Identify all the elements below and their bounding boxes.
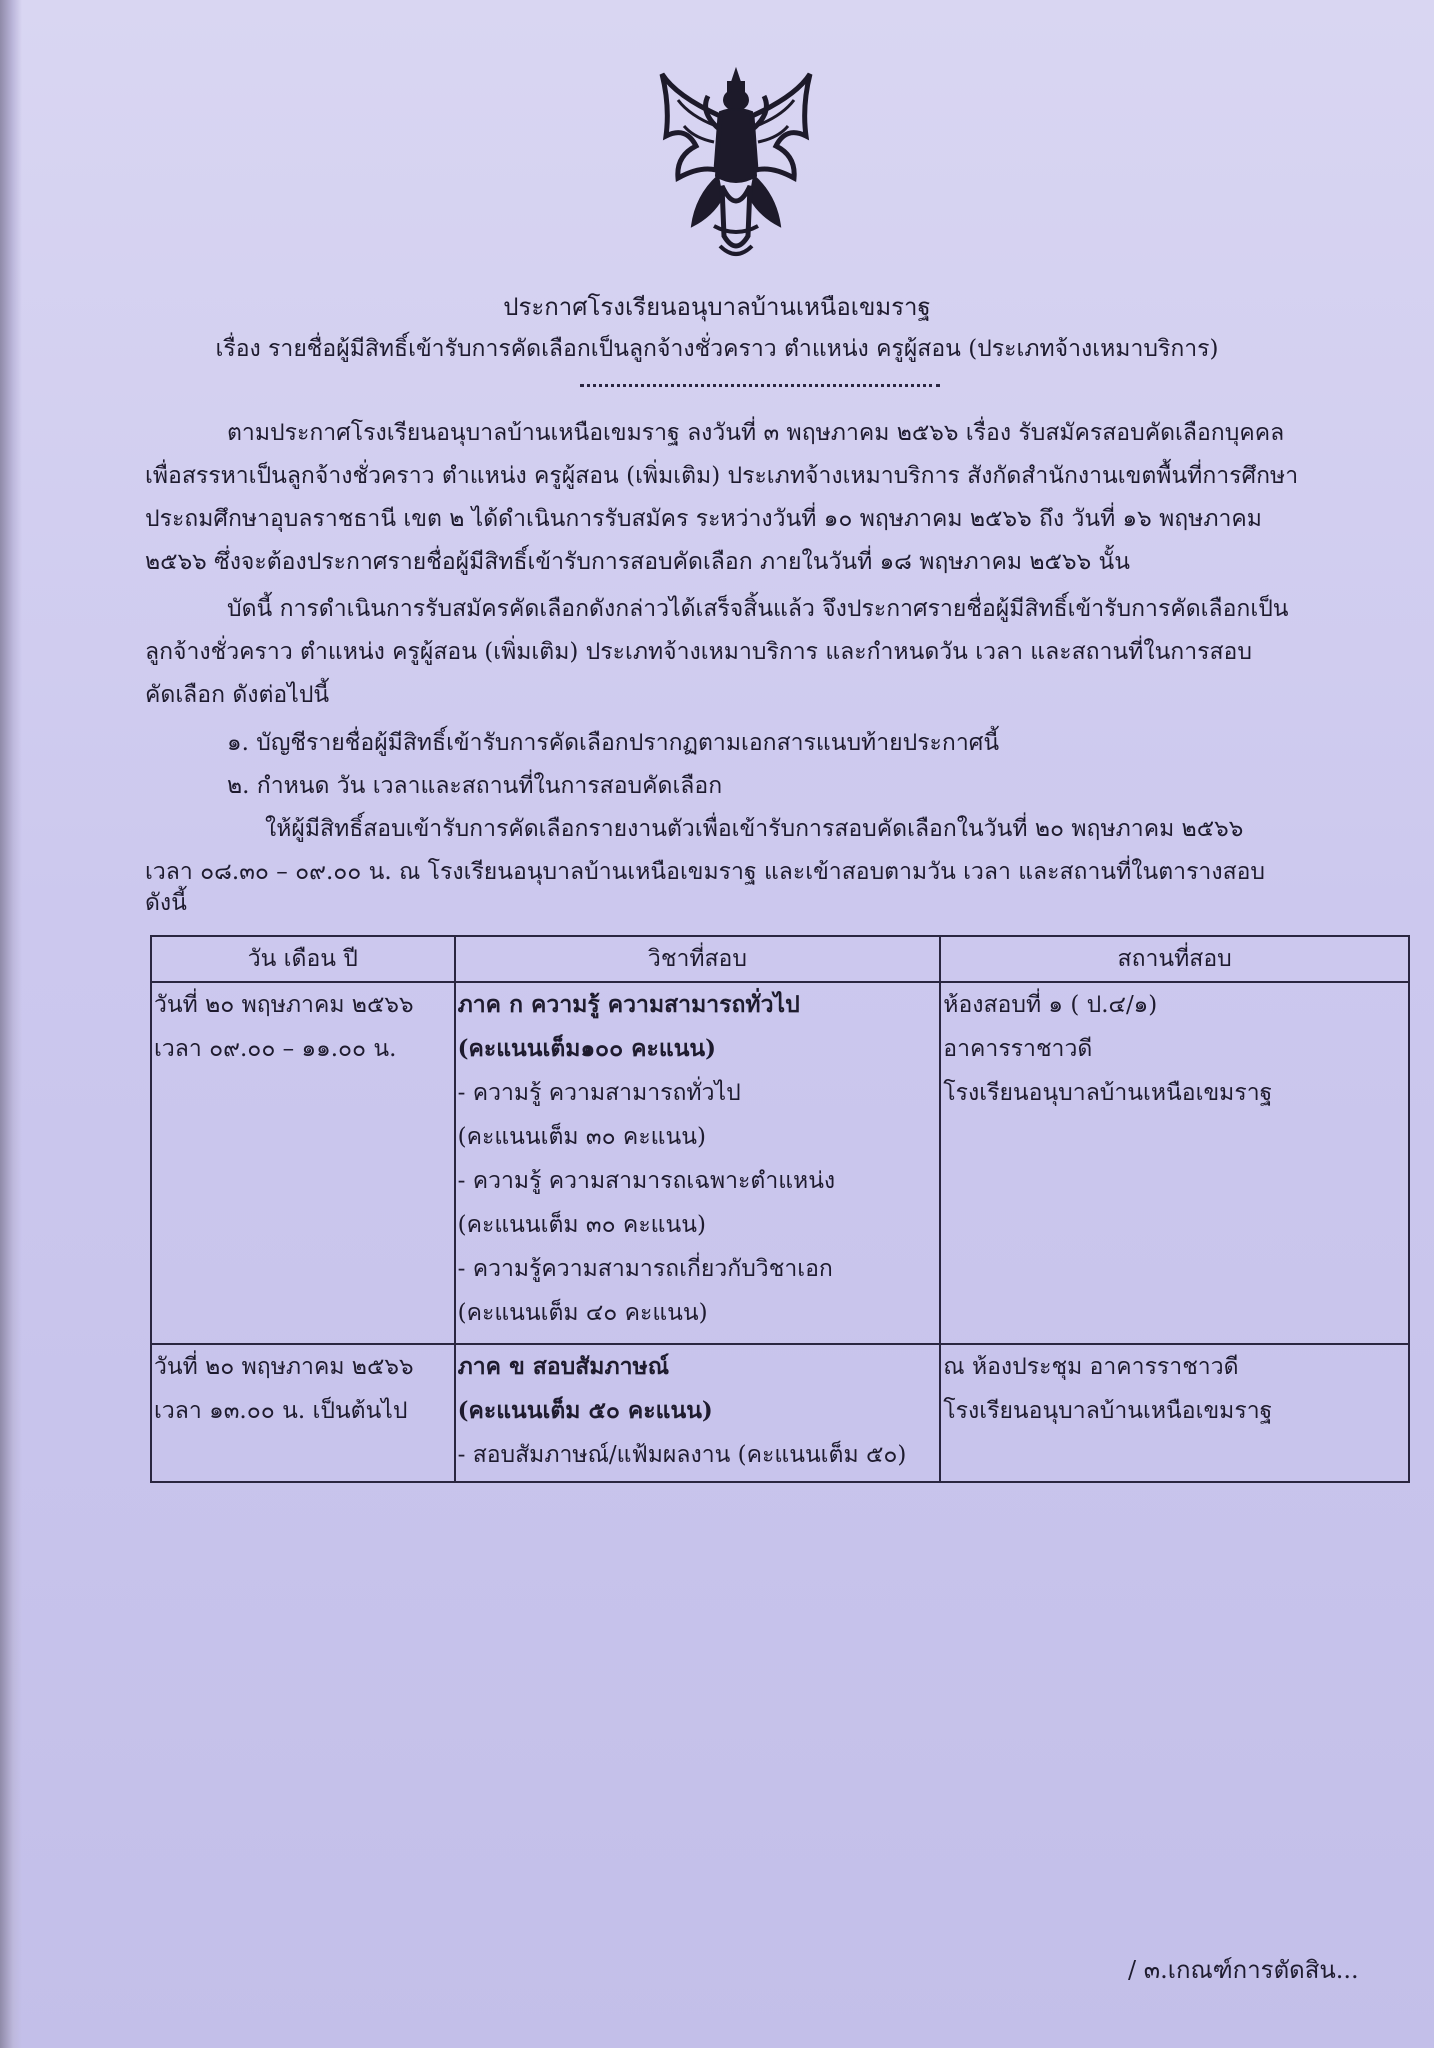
table-header-row	[151, 936, 1409, 982]
column-header-subject: วิชาที่สอบ	[455, 936, 941, 982]
subject-cell	[455, 1344, 941, 1482]
subject-item: (คะแนนเต็ม ๓๐ คะแนน)	[457, 1124, 706, 1150]
date-line: วันที่ ๒๐ พฤษภาคม ๒๕๖๖	[154, 992, 414, 1018]
place-line: โรงเรียนอนุบาลบ้านเหนือเขมราฐ	[943, 1080, 1273, 1106]
subject-heading: ภาค ก ความรู้ ความสามารถทั่วไป	[457, 991, 800, 1018]
subject-total-score: (คะแนนเต็ม ๕๐ คะแนน)	[457, 1397, 713, 1424]
time-line: เวลา ๑๓.๐๐ น. เป็นต้นไป	[154, 1398, 408, 1424]
column-header-place: สถานที่สอบ	[940, 936, 1409, 982]
subject-item: (คะแนนเต็ม ๓๐ คะแนน)	[457, 1212, 706, 1238]
time-line: เวลา ๐๙.๐๐ – ๑๑.๐๐ น.	[154, 1036, 397, 1062]
paragraph-line: เพื่อสรรหาเป็นลูกจ้างชั่วคราว ตำแหน่ง ครูผู้สอน (เพิ่มเติม) ประเภทจ้างเหมาบริการ สังกัดสำนักงานเขตพื้นที่การศึกษา	[145, 463, 1299, 489]
paragraph-3	[145, 808, 1375, 925]
garuda-emblem-icon	[656, 66, 816, 266]
paragraph-line: ประถมศึกษาอุบลราชธานี เขต ๒ ได้ดำเนินการรับสมัคร ระหว่างวันที่ ๑๐ พฤษภาคม ๒๕๖๖ ถึง วันที่ ๑๖ พฤษภาคม	[145, 506, 1262, 532]
table-row	[151, 982, 1409, 1344]
column-header-date: วัน เดือน ปี	[151, 936, 455, 982]
separator-dots	[580, 384, 940, 387]
date-cell	[151, 982, 455, 1344]
list-item: ๑. บัญชีรายชื่อผู้มีสิทธิ์เข้ารับการคัดเลือกปรากฏตามเอกสารแนบท้ายประกาศนี้	[227, 730, 1000, 756]
paragraph-line: บัดนี้ การดำเนินการรับสมัครคัดเลือกดังกล่าวได้เสร็จสิ้นแล้ว จึงประกาศรายชื่อผู้มีสิทธิ์เข้ารับการคัดเลือกเป็น	[227, 596, 1289, 622]
announcement-title: ประกาศโรงเรียนอนุบาลบ้านเหนือเขมราฐ	[503, 293, 931, 321]
place-line: ณ ห้องประชุม อาคารราชาวดี	[943, 1354, 1239, 1380]
subject-item: - ความรู้ ความสามารถทั่วไป	[457, 1080, 741, 1106]
date-cell	[151, 1344, 455, 1482]
continuation-note: / ๓.เกณฑ์การตัดสิน...	[1128, 1956, 1359, 1984]
paragraph-line: ตามประกาศโรงเรียนอนุบาลบ้านเหนือเขมราฐ ลงวันที่ ๓ พฤษภาคม ๒๕๖๖ เรื่อง รับสมัครสอบคัดเลือกบุคคล	[227, 420, 1285, 446]
table-row	[151, 1344, 1409, 1482]
place-cell	[940, 1344, 1409, 1482]
list-item: ๒. กำหนด วัน เวลาและสถานที่ในการสอบคัดเลือก	[227, 773, 723, 799]
announcement-subject: เรื่อง รายชื่อผู้มีสิทธิ์เข้ารับการคัดเลือกเป็นลูกจ้างชั่วคราว ตำแหน่ง ครูผู้สอน (ประเภทจ้างเหมาบริการ)	[215, 336, 1219, 362]
place-line: โรงเรียนอนุบาลบ้านเหนือเขมราฐ	[943, 1398, 1273, 1424]
place-line: ห้องสอบที่ ๑ ( ป.๔/๑)	[943, 992, 1158, 1018]
paragraph-1	[145, 412, 1375, 584]
place-cell	[940, 982, 1409, 1344]
paragraph-line: ลูกจ้างชั่วคราว ตำแหน่ง ครูผู้สอน (เพิ่มเติม) ประเภทจ้างเหมาบริการ และกำหนดวัน เวลา และสถานที่ในการสอบ	[145, 639, 1252, 665]
exam-schedule-table	[150, 935, 1410, 1483]
paragraph-line: ให้ผู้มีสิทธิ์สอบเข้ารับการคัดเลือกรายงานตัวเพื่อเข้ารับการสอบคัดเลือกในวันที่ ๒๐ พฤษภาคม ๒๕๖๖	[265, 816, 1244, 842]
paragraph-line: คัดเลือก ดังต่อไปนี้	[145, 682, 330, 708]
subject-item: - ความรู้ความสามารถเกี่ยวกับวิชาเอก	[457, 1256, 833, 1282]
subject-item: (คะแนนเต็ม ๔๐ คะแนน)	[457, 1300, 708, 1326]
subject-total-score: (คะแนนเต็ม๑๐๐ คะแนน)	[457, 1035, 717, 1062]
item-list	[145, 722, 1375, 808]
paragraph-line: เวลา ๐๘.๓๐ – ๐๙.๐๐ น. ณ โรงเรียนอนุบาลบ้านเหนือเขมราฐ และเข้าสอบตามวัน เวลา และสถานที่ในตารางสอบ	[145, 859, 1266, 885]
place-line: อาคารราชาวดี	[943, 1036, 1093, 1062]
subject-heading: ภาค ข สอบสัมภาษณ์	[457, 1353, 670, 1380]
subject-cell	[455, 982, 941, 1344]
paragraph-line: ดังนี้	[145, 890, 187, 916]
date-line: วันที่ ๒๐ พฤษภาคม ๒๕๖๖	[154, 1354, 414, 1380]
subject-item: - สอบสัมภาษณ์/แฟ้มผลงาน (คะแนนเต็ม ๕๐)	[457, 1442, 907, 1468]
subject-item: - ความรู้ ความสามารถเฉพาะตำแหน่ง	[457, 1168, 836, 1194]
paragraph-line: ๒๕๖๖ ซึ่งจะต้องประกาศรายชื่อผู้มีสิทธิ์เข้ารับการสอบคัดเลือก ภายในวันที่ ๑๘ พฤษภาคม ๒๕๖๖ นั้น	[145, 549, 1130, 575]
paragraph-2	[145, 588, 1375, 717]
